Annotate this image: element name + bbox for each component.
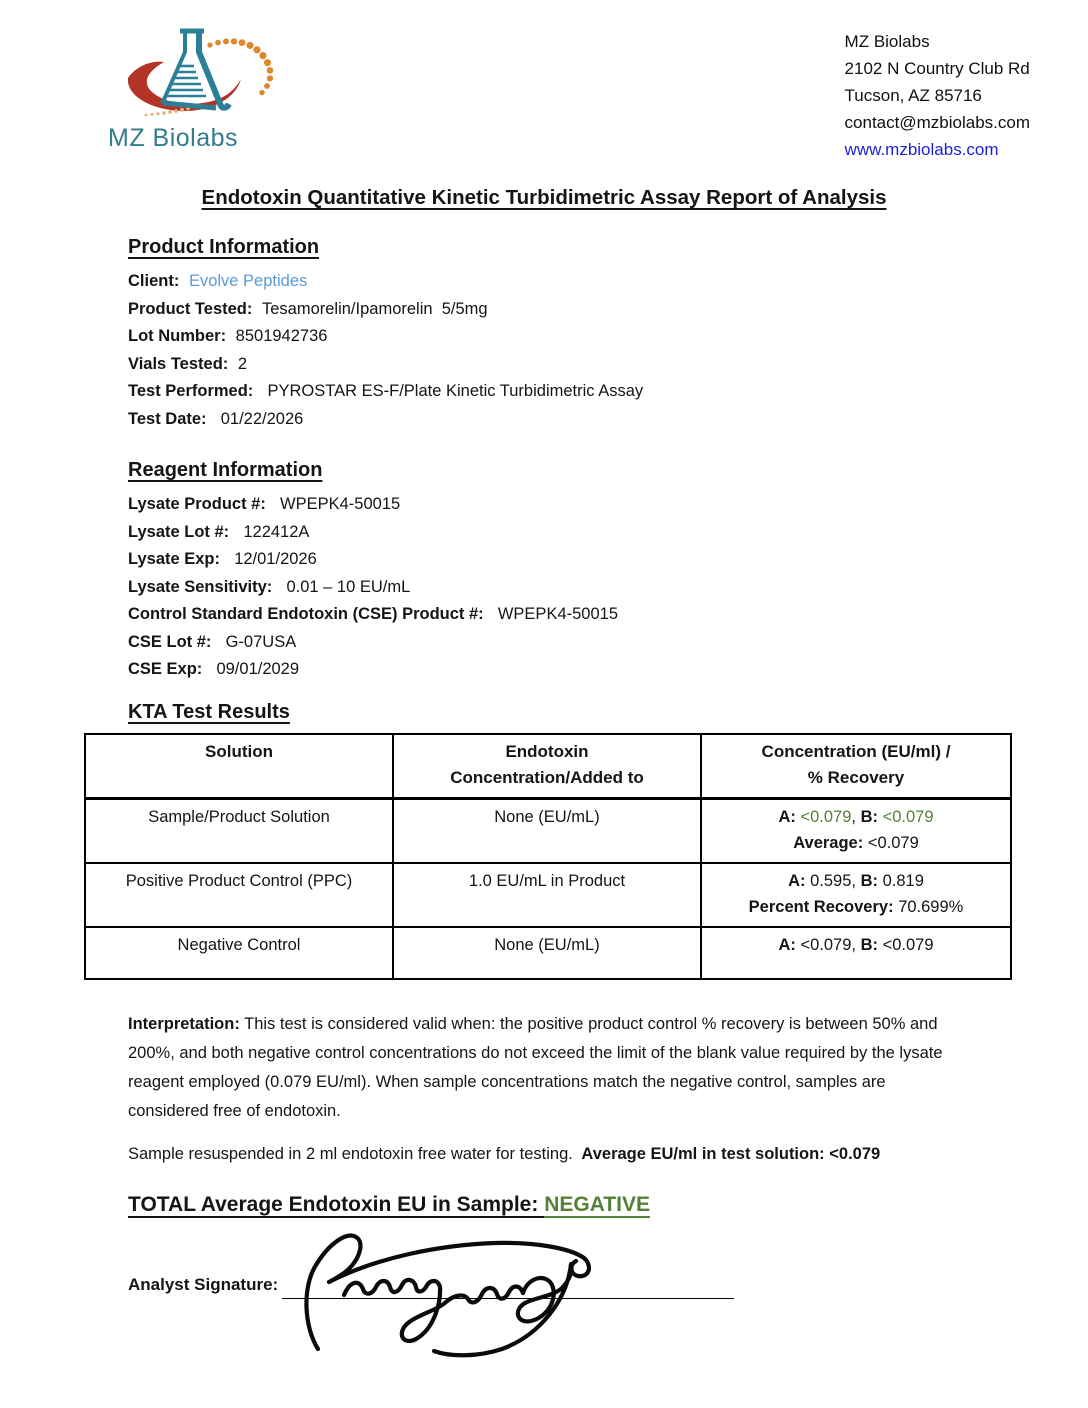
cse-product-value: WPEPK4-50015 <box>493 605 618 623</box>
client-value: Evolve Peptides <box>188 272 308 290</box>
lysate-exp-label: Lysate Exp: <box>128 550 221 568</box>
product-tested-value: Tesamorelin/Ipamorelin 5/5mg <box>261 299 488 318</box>
signature-line <box>282 1275 734 1299</box>
company-street: 2102 N Country Club Rd <box>844 59 1030 78</box>
cse-product-row <box>128 601 1010 629</box>
client-label: Client: <box>128 272 180 290</box>
table-row-sample <box>85 798 1011 863</box>
negative-result-cell: A: <0.079, B: <0.079 <box>701 927 1011 979</box>
lysate-product-row <box>128 491 1010 519</box>
letterhead <box>0 0 1088 159</box>
cse-product-label: Control Standard Endotoxin (CSE) Product #: <box>128 605 484 623</box>
lysate-lot-label: Lysate Lot #: <box>128 522 230 541</box>
cse-lot-label: CSE Lot #: <box>128 632 212 651</box>
interpretation-label: Interpretation: <box>128 1014 240 1033</box>
vials-tested-row <box>128 351 1010 379</box>
lot-number-row <box>128 323 1010 351</box>
negative-solution-cell: Negative Control <box>85 927 393 979</box>
analyst-signature-label: Analyst Signature: <box>128 1274 279 1294</box>
lysate-sensitivity-row <box>128 574 1010 602</box>
test-performed-row <box>128 378 1010 406</box>
sample-result-cell: A: <0.079, B: <0.079 Average: <0.079 <box>701 798 1011 863</box>
test-performed-value: PYROSTAR ES-F/Plate Kinetic Turbidimetric Assay <box>262 382 644 400</box>
kta-results-heading: KTA Test Results <box>128 700 290 723</box>
ppc-endotoxin-cell: 1.0 EU/mL in Product <box>393 863 701 927</box>
lot-number-value: 8501942736 <box>235 327 328 345</box>
sample-endotoxin-cell: None (EU/mL) <box>393 798 701 863</box>
company-website-link[interactable]: www.mzbiolabs.com <box>844 140 999 159</box>
test-date-value: 01/22/2026 <box>216 409 304 428</box>
ppc-result-cell: A: 0.595, B: 0.819 Percent Recovery: 70.699% <box>701 863 1011 927</box>
interpretation-paragraph <box>128 1010 970 1126</box>
table-header-row <box>85 734 1011 799</box>
company-address-block <box>844 24 1030 159</box>
signature-row <box>128 1271 1010 1299</box>
lysate-product-label: Lysate Product #: <box>128 495 266 513</box>
client-row <box>128 268 1010 296</box>
flask-logo-icon <box>124 24 280 122</box>
test-date-row <box>128 406 1010 434</box>
test-performed-label: Test Performed: <box>128 382 254 400</box>
vials-tested-value: 2 <box>237 354 248 373</box>
product-tested-label: Product Tested: <box>128 299 253 318</box>
lysate-sensitivity-label: Lysate Sensitivity: <box>128 577 273 596</box>
col-header-endotoxin: Endotoxin Concentration/Added to <box>393 734 701 799</box>
lysate-exp-row <box>128 546 1010 574</box>
reagent-information-heading: Reagent Information <box>128 459 323 481</box>
interpretation-text: This test is considered valid when: the positive product control % recovery is between 50% and 200%, and both negative control concentrations do not exceed the limit of the blank value required by the lysate reagent employed (0.079 EU/ml). When sample concentrations match the negative control, samples are considered free of endotoxin. <box>128 1014 948 1120</box>
cse-exp-label: CSE Exp: <box>128 660 203 678</box>
company-logo <box>106 24 346 150</box>
company-name: MZ Biolabs <box>844 32 930 51</box>
test-date-label: Test Date: <box>128 409 207 428</box>
lysate-product-value: WPEPK4-50015 <box>275 495 401 513</box>
sample-note <box>128 1145 1010 1164</box>
lot-number-label: Lot Number: <box>128 327 227 345</box>
cse-lot-value: G-07USA <box>221 632 297 651</box>
company-city: Tucson, AZ 85716 <box>844 86 982 105</box>
total-result-line <box>128 1193 1010 1217</box>
cse-exp-value: 09/01/2029 <box>211 660 300 678</box>
ppc-solution-cell: Positive Product Control (PPC) <box>85 863 393 927</box>
lysate-sensitivity-value: 0.01 – 10 EU/mL <box>281 577 411 596</box>
kta-results-table <box>84 733 1012 980</box>
company-email: contact@mzbiolabs.com <box>844 113 1030 132</box>
logo-wordmark: MZ Biolabs <box>108 124 239 152</box>
vials-tested-label: Vials Tested: <box>128 354 229 373</box>
sample-note-average: Average EU/ml in test solution: <0.079 <box>577 1144 881 1163</box>
lysate-exp-value: 12/01/2026 <box>229 550 317 568</box>
table-row-ppc <box>85 863 1011 927</box>
total-result-value: NEGATIVE <box>544 1192 650 1216</box>
lysate-lot-row <box>128 519 1010 547</box>
cse-exp-row <box>128 656 1010 684</box>
total-result-label: TOTAL Average Endotoxin EU in Sample: <box>128 1192 545 1216</box>
report-title: Endotoxin Quantitative Kinetic Turbidimetric Assay Report of Analysis <box>201 186 887 209</box>
col-header-concentration: Concentration (EU/ml) / % Recovery <box>701 734 1011 799</box>
sample-solution-cell: Sample/Product Solution <box>85 798 393 863</box>
table-row-negative-control <box>85 927 1011 979</box>
product-information-heading: Product Information <box>128 236 320 258</box>
cse-lot-row <box>128 629 1010 657</box>
negative-endotoxin-cell: None (EU/mL) <box>393 927 701 979</box>
sample-note-text: Sample resuspended in 2 ml endotoxin free water for testing. <box>128 1144 573 1163</box>
col-header-solution: Solution <box>85 734 393 799</box>
product-tested-row <box>128 296 1010 324</box>
lysate-lot-value: 122412A <box>238 522 310 541</box>
